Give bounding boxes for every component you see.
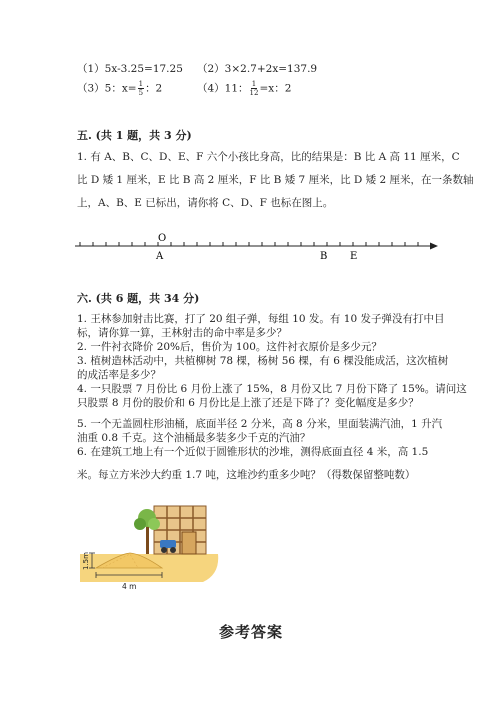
s6-question-1-line-1: 1. 王林参加射击比赛，打了 20 组子弹，每组 10 发。有 10 发子弹没有打中目 (77, 313, 445, 325)
s5-question-1-line-3: 上，A、B、E 已标出，请你将 C、D、F 也标在图上。 (77, 197, 334, 209)
s6-question-3-line-2: 的成活率是多少？ (77, 369, 161, 381)
s6-question-4-line-1: 4. 一只股票 7 月份比 6 月份上涨了 15%，8 月份又比 7 月份下降了 15%。请问这 (77, 383, 467, 395)
equation-3-left: （3）5：x= (77, 82, 137, 95)
section-5-title: 五. (共 1 题，共 3 分) (77, 129, 192, 142)
s6-question-1-line-2: 标，请你算一算，王林射击的命中率是多少？ (77, 327, 287, 339)
s6-question-5-line-2: 油重 0.8 千克。这个油桶最多装多少千克的汽油？ (77, 432, 311, 444)
fraction-denominator: 5 (138, 89, 144, 97)
fraction-denominator: 12 (249, 89, 259, 97)
point-e-label: E (350, 251, 358, 262)
origin-label: O (158, 233, 167, 244)
s6-question-6-line-1: 6. 在建筑工地上有一个近似于圆锥形状的沙堆，测得底面直径 4 米，高 1.5 (77, 446, 429, 458)
equation-4 (197, 80, 291, 97)
equation-3-right: ：2 (145, 82, 163, 95)
equation-4-fraction (250, 80, 259, 97)
equation-3 (77, 80, 162, 97)
point-b-label: B (320, 251, 328, 262)
number-line (70, 228, 440, 264)
point-a-label: A (156, 251, 164, 262)
s5-question-1-line-2: 比 D 矮 1 厘米，E 比 B 高 2 厘米，F 比 B 矮 7 厘米，比 D 矮 2 厘米，在一条数轴 (77, 174, 474, 186)
s6-question-3-line-1: 3. 植树造林活动中，共植柳树 78 棵，杨树 56 棵，有 6 棵没能成活，这次植树 (77, 355, 449, 367)
s5-question-1-line-1: 1. 有 A、B、C、D、E、F 六个小孩比身高，比的结果是：B 比 A 高 11 厘米，C (77, 151, 460, 163)
arrow-head-icon (430, 243, 438, 250)
fraction-numerator: 1 (138, 80, 144, 88)
height-label: 1.5m (82, 552, 90, 570)
s6-question-2: 2. 一件衬衣降价 20%后，售价为 100。这件衬衣原价是多少元？ (77, 341, 382, 353)
equation-1: （1）5x-3.25=17.25 (77, 63, 183, 75)
width-label: 4 m (122, 582, 137, 591)
sand-pile-illustration (78, 496, 223, 594)
number-line-ticks (80, 242, 418, 246)
equation-4-left: （4）11： (197, 82, 249, 95)
answer-heading: 参考答案 (219, 623, 284, 641)
fraction-numerator: 1 (251, 80, 257, 88)
s6-question-4-line-2: 只股票 8 月份的股价和 6 月份比是上涨了还是下降了？变化幅度是多少？ (77, 397, 419, 409)
s6-question-5-line-1: 5. 一个无盖圆柱形油桶，底面半径 2 分米，高 8 分米，里面装满汽油，1 升汽 (77, 418, 443, 430)
equation-3-fraction (138, 80, 144, 97)
section-6-title: 六. (共 6 题，共 34 分) (77, 292, 200, 305)
equation-4-right: =x：2 (259, 82, 292, 95)
s6-question-6-line-2: 米。每立方米沙大约重 1.7 吨，这堆沙约重多少吨？（得数保留整吨数） (77, 469, 416, 481)
equation-2: （2）3×2.7+2x=137.9 (197, 63, 318, 75)
